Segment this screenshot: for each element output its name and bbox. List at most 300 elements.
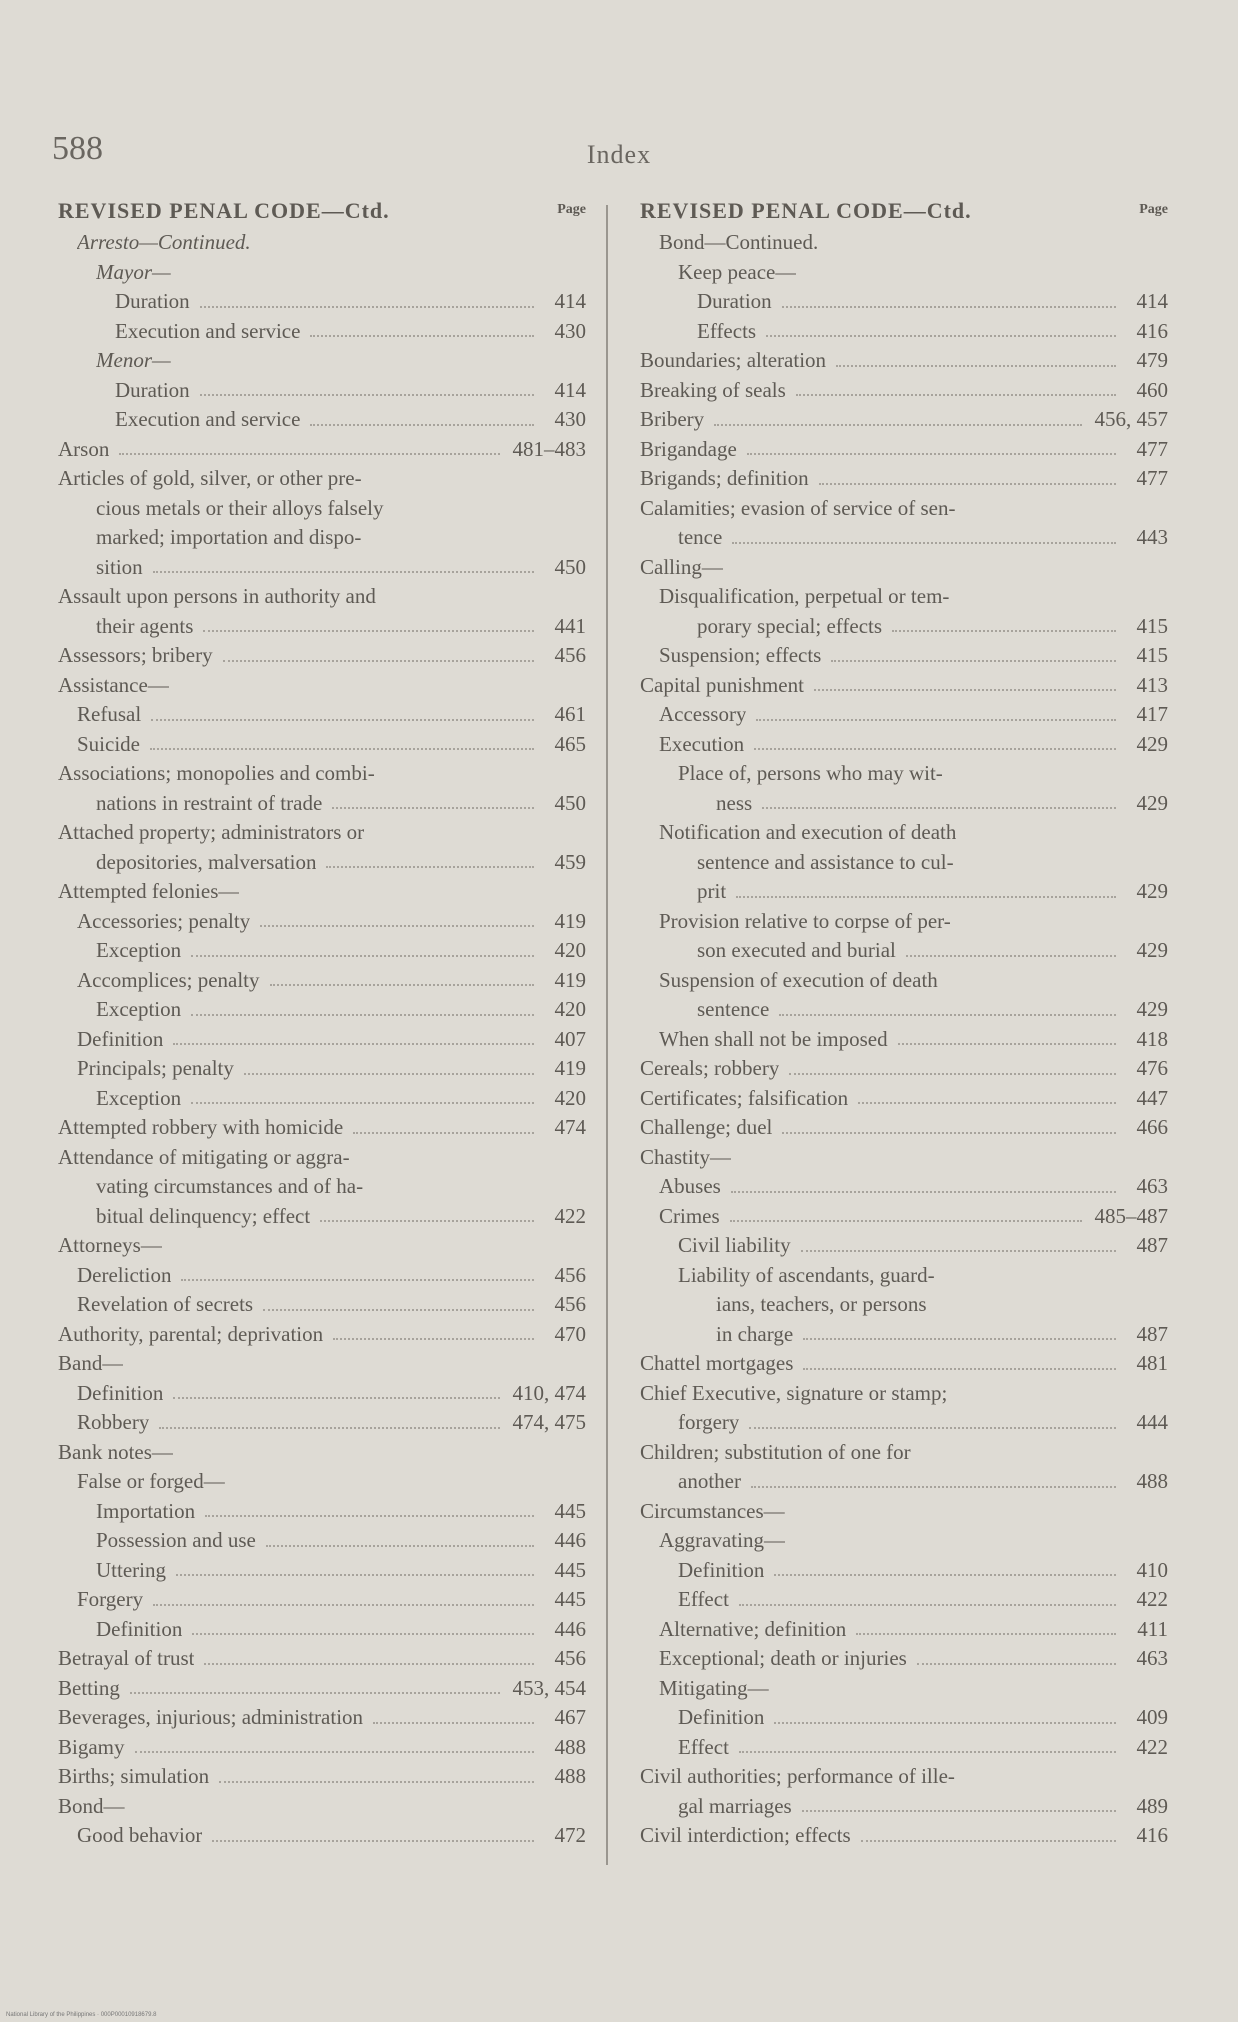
- entry-page-ref: 485–487: [1094, 1203, 1168, 1228]
- entry-page-ref: 416: [1136, 318, 1168, 343]
- entry-text: ness: [716, 790, 753, 815]
- entry-page-ref: 422: [1136, 1587, 1168, 1611]
- dot-leader: [836, 365, 1116, 367]
- index-entry: [640, 1408, 1168, 1438]
- entry-page-ref: 474: [554, 1115, 586, 1139]
- entry-text: Arson: [58, 436, 110, 461]
- index-entry: [58, 1585, 586, 1615]
- entry-page-ref: 407: [554, 1026, 586, 1051]
- entry-text: Breaking of seals: [640, 377, 786, 402]
- index-entry: [58, 966, 586, 996]
- dot-leader: [310, 335, 534, 337]
- dot-leader: [801, 1250, 1116, 1252]
- dot-leader: [153, 571, 534, 573]
- entry-page-ref: 418: [1136, 1026, 1168, 1051]
- index-entry: [58, 376, 586, 406]
- entry-text: Execution and service: [115, 318, 301, 343]
- index-entry: [640, 1821, 1168, 1851]
- entry-text: Good behavior: [77, 1823, 203, 1847]
- index-column-left: [58, 198, 586, 1851]
- dot-leader: [754, 748, 1116, 750]
- index-entry: [640, 671, 1168, 701]
- entry-text: Possession and use: [96, 1528, 256, 1552]
- entry-text: Bribery: [640, 407, 705, 431]
- index-entry: [58, 1497, 586, 1527]
- entry-text: Exception: [96, 997, 182, 1021]
- index-entry: [58, 228, 586, 258]
- entry-page-ref: 420: [554, 1085, 586, 1110]
- index-entry: [640, 759, 1168, 789]
- dot-leader: [266, 1545, 534, 1547]
- entry-text: ians, teachers, or persons: [716, 1292, 927, 1316]
- entry-page-ref: 417: [1136, 702, 1168, 726]
- dot-leader: [310, 424, 534, 426]
- entry-text: Associations; monopolies and combi-: [58, 761, 375, 785]
- index-entry: [58, 1792, 586, 1822]
- entry-text: Menor—: [96, 348, 171, 372]
- entry-text: Brigands; definition: [640, 466, 809, 490]
- entry-page-ref: 488: [554, 1734, 586, 1759]
- entry-text: tence: [678, 525, 723, 549]
- index-entry: [58, 936, 586, 966]
- index-entry: [640, 317, 1168, 347]
- dot-leader: [861, 1840, 1116, 1842]
- index-entry: [640, 612, 1168, 642]
- entry-text: Effect: [678, 1734, 729, 1759]
- entry-text: gal marriages: [678, 1793, 792, 1818]
- entry-text: Attempted felonies—: [58, 879, 240, 903]
- entry-text: Circumstances—: [640, 1498, 785, 1523]
- entry-page-ref: 487: [1136, 1233, 1168, 1257]
- index-entry: [58, 1290, 586, 1320]
- entry-text: Mitigating—: [659, 1675, 769, 1700]
- entry-page-ref: 411: [1137, 1616, 1168, 1641]
- dot-leader: [762, 807, 1116, 809]
- dot-leader: [320, 1220, 534, 1222]
- entry-page-ref: 479: [1136, 348, 1168, 372]
- page-column-label: Page: [557, 202, 586, 217]
- entry-text: Definition: [678, 1705, 765, 1729]
- entry-text: Duration: [115, 377, 190, 402]
- entry-text: Attendance of mitigating or aggra-: [58, 1144, 350, 1169]
- dot-leader: [263, 1309, 534, 1311]
- entry-text: sition: [96, 554, 143, 579]
- entry-page-ref: 459: [554, 849, 586, 874]
- entry-page-ref: 470: [554, 1321, 586, 1346]
- index-entry: [640, 228, 1168, 258]
- entry-text: Certificates; falsification: [640, 1085, 849, 1110]
- index-entry: [640, 1497, 1168, 1527]
- index-entry: [640, 848, 1168, 878]
- dot-leader: [332, 807, 534, 809]
- dot-leader: [353, 1132, 534, 1134]
- index-entry: [58, 789, 586, 819]
- entry-page-ref: 415: [1136, 643, 1168, 667]
- dot-leader: [151, 719, 534, 721]
- entry-text: Bond—Continued.: [659, 230, 819, 254]
- dot-leader: [782, 1132, 1116, 1134]
- entry-text: Articles of gold, silver, or other pre-: [58, 466, 362, 490]
- dot-leader: [782, 306, 1116, 308]
- index-entry: [58, 1054, 586, 1084]
- dot-leader: [192, 1633, 534, 1635]
- entry-text: Betting: [58, 1675, 120, 1700]
- entry-text: Execution: [659, 731, 745, 756]
- entry-page-ref: 441: [554, 613, 586, 638]
- dot-leader: [159, 1427, 500, 1429]
- entry-text: Accomplices; penalty: [77, 967, 260, 992]
- entry-page-ref: 487: [1136, 1321, 1168, 1346]
- entry-page-ref: 465: [554, 731, 586, 756]
- entry-text: Execution and service: [115, 407, 301, 431]
- entry-text: When shall not be imposed: [659, 1026, 888, 1051]
- index-entry: [640, 1674, 1168, 1704]
- entry-page-ref: 410: [1136, 1557, 1168, 1582]
- entry-text: Attempted robbery with homicide: [58, 1115, 344, 1139]
- entry-page-ref: 414: [1136, 289, 1168, 313]
- entry-text: forgery: [678, 1410, 740, 1434]
- entry-text: Revelation of secrets: [77, 1292, 254, 1316]
- dot-leader: [892, 630, 1116, 632]
- dot-leader: [203, 630, 534, 632]
- entry-text: Assistance—: [58, 672, 169, 697]
- entry-text: Suspension of execution of death: [659, 967, 938, 992]
- entry-page-ref: 414: [554, 289, 586, 313]
- dot-leader: [917, 1663, 1116, 1665]
- entry-page-ref: 422: [554, 1203, 586, 1228]
- entry-page-ref: 460: [1136, 377, 1168, 402]
- entry-page-ref: 444: [1136, 1410, 1168, 1434]
- entry-page-ref: 476: [1136, 1056, 1168, 1080]
- dot-leader: [204, 1663, 534, 1665]
- index-entry: [640, 1792, 1168, 1822]
- entry-page-ref: 420: [554, 997, 586, 1021]
- dot-leader: [333, 1338, 534, 1340]
- entry-text: Keep peace—: [678, 259, 797, 284]
- index-entry: [58, 1733, 586, 1763]
- index-entry: [640, 1025, 1168, 1055]
- dot-leader: [244, 1073, 534, 1075]
- dot-leader: [802, 1810, 1116, 1812]
- entry-text: False or forged—: [77, 1469, 225, 1493]
- index-entry: [58, 1202, 586, 1232]
- entry-text: Authority, parental; deprivation: [58, 1321, 324, 1346]
- index-entry: [58, 1025, 586, 1055]
- entry-text: Assault upon persons in authority and: [58, 584, 376, 608]
- index-entry: [58, 435, 586, 465]
- index-entry: [640, 907, 1168, 937]
- index-entry: [58, 553, 586, 583]
- entry-text: Bank notes—: [58, 1439, 173, 1464]
- entry-text: nations in restraint of trade: [96, 790, 323, 815]
- entry-page-ref: 410, 474: [512, 1380, 586, 1405]
- entry-page-ref: 430: [554, 407, 586, 431]
- entry-page-ref: 463: [1136, 1646, 1168, 1670]
- entry-text: Accessory: [659, 702, 747, 726]
- index-entry: [58, 700, 586, 730]
- index-entry: [58, 1408, 586, 1438]
- entry-page-ref: 474, 475: [512, 1410, 586, 1434]
- index-entry: [58, 1762, 586, 1792]
- dot-leader: [181, 1279, 534, 1281]
- index-entry: [58, 907, 586, 937]
- index-entry: [640, 1733, 1168, 1763]
- index-entry: [58, 1438, 586, 1468]
- entry-text: Duration: [115, 289, 190, 313]
- dot-leader: [749, 1427, 1116, 1429]
- entry-text: Brigandage: [640, 436, 737, 461]
- index-entry: [640, 1349, 1168, 1379]
- dot-leader: [205, 1515, 534, 1517]
- entry-text: Children; substitution of one for: [640, 1439, 911, 1464]
- entry-page-ref: 472: [554, 1823, 586, 1847]
- entry-text: Chastity—: [640, 1144, 732, 1169]
- entry-page-ref: 419: [554, 1056, 586, 1080]
- index-entry: [58, 1113, 586, 1143]
- entry-text: another: [678, 1469, 741, 1493]
- entry-text: Challenge; duel: [640, 1115, 773, 1139]
- entry-page-ref: 463: [1136, 1174, 1168, 1198]
- entry-text: Betrayal of trust: [58, 1646, 195, 1670]
- entry-page-ref: 446: [554, 1616, 586, 1641]
- entry-text: Chief Executive, signature or stamp;: [640, 1380, 948, 1405]
- dot-leader: [819, 483, 1116, 485]
- entry-text: Assessors; bribery: [58, 643, 213, 667]
- entry-page-ref: 447: [1136, 1085, 1168, 1110]
- entry-page-ref: 481–483: [512, 436, 586, 461]
- index-entry: [640, 435, 1168, 465]
- column-divider: [606, 205, 608, 1865]
- index-entry: [58, 730, 586, 760]
- index-entry: [58, 582, 586, 612]
- dot-leader: [730, 1220, 1082, 1222]
- entry-page-ref: 445: [554, 1498, 586, 1523]
- entry-text: Civil liability: [678, 1233, 791, 1257]
- dot-leader: [373, 1722, 534, 1724]
- entry-text: sentence: [697, 997, 770, 1021]
- index-entry: [58, 1615, 586, 1645]
- entry-text: depositories, malversation: [96, 849, 317, 874]
- index-entry: [640, 523, 1168, 553]
- entry-text: Band—: [58, 1351, 124, 1375]
- entry-text: Uttering: [96, 1557, 166, 1582]
- entry-text: prit: [697, 879, 727, 903]
- index-entry: [640, 1113, 1168, 1143]
- index-entry: [640, 1615, 1168, 1645]
- index-entry: [640, 1290, 1168, 1320]
- index-entry: [640, 1172, 1168, 1202]
- dot-leader: [779, 1014, 1116, 1016]
- entry-text: Boundaries; alteration: [640, 348, 827, 372]
- dot-leader: [191, 1014, 534, 1016]
- entry-text: Principals; penalty: [77, 1056, 234, 1080]
- index-entry: [58, 494, 586, 524]
- dot-leader: [774, 1574, 1116, 1576]
- dot-leader: [260, 925, 534, 927]
- dot-leader: [173, 1397, 500, 1399]
- entry-text: sentence and assistance to cul-: [697, 849, 954, 874]
- entry-page-ref: 429: [1136, 879, 1168, 903]
- index-entry: [58, 1644, 586, 1674]
- index-entry: [640, 376, 1168, 406]
- index-column-right: [640, 198, 1168, 1851]
- entry-text: Capital punishment: [640, 672, 804, 697]
- index-entry: [640, 1231, 1168, 1261]
- index-entry: [640, 258, 1168, 288]
- dot-leader: [739, 1604, 1116, 1606]
- entry-text: Crimes: [659, 1203, 720, 1228]
- entry-text: Dereliction: [77, 1262, 172, 1287]
- entry-page-ref: 443: [1136, 525, 1168, 549]
- dot-leader: [751, 1486, 1116, 1488]
- dot-leader: [774, 1722, 1116, 1724]
- dot-leader: [212, 1840, 534, 1842]
- entry-page-ref: 456, 457: [1094, 407, 1168, 431]
- entry-text: Arresto—Continued.: [77, 230, 251, 254]
- entry-page-ref: 416: [1136, 1823, 1168, 1847]
- entry-page-ref: 456: [554, 1292, 586, 1316]
- index-entry: [640, 1644, 1168, 1674]
- index-entry: [640, 1467, 1168, 1497]
- dot-leader: [176, 1574, 534, 1576]
- entry-text: Duration: [697, 289, 772, 313]
- index-entry: [58, 995, 586, 1025]
- entry-page-ref: 489: [1136, 1793, 1168, 1818]
- dot-leader: [219, 1781, 534, 1783]
- index-entry: [58, 1674, 586, 1704]
- index-entry: [640, 641, 1168, 671]
- entry-text: Exception: [96, 938, 182, 962]
- entry-page-ref: 415: [1136, 613, 1168, 638]
- entry-page-ref: 461: [554, 702, 586, 726]
- dot-leader: [223, 660, 534, 662]
- index-entry: [58, 877, 586, 907]
- index-entry: [640, 1084, 1168, 1114]
- index-entry: [58, 317, 586, 347]
- index-entry: [640, 1202, 1168, 1232]
- entry-text: Civil interdiction; effects: [640, 1823, 851, 1847]
- entry-text: Aggravating—: [659, 1528, 785, 1552]
- column-header: [58, 198, 586, 228]
- dot-leader: [150, 748, 534, 750]
- entry-page-ref: 456: [554, 643, 586, 667]
- dot-leader: [766, 335, 1116, 337]
- entry-text: Calamities; evasion of service of sen-: [640, 495, 956, 520]
- entry-page-ref: 430: [554, 318, 586, 343]
- entry-page-ref: 445: [554, 1557, 586, 1582]
- index-entry: [640, 582, 1168, 612]
- dot-leader: [200, 394, 534, 396]
- index-entry: [640, 995, 1168, 1025]
- index-entries: [640, 228, 1168, 1851]
- index-entry: [640, 1526, 1168, 1556]
- entry-page-ref: 414: [554, 377, 586, 402]
- index-entry: [640, 966, 1168, 996]
- dot-leader: [173, 1043, 534, 1045]
- column-title: REVISED PENAL CODE—Ctd.: [58, 198, 390, 223]
- dot-leader: [814, 689, 1116, 691]
- entry-page-ref: 450: [554, 790, 586, 815]
- dot-leader: [191, 955, 534, 957]
- index-entry: [58, 1231, 586, 1261]
- entry-text: Suicide: [77, 731, 140, 756]
- entry-text: Chattel mortgages: [640, 1351, 794, 1375]
- entry-text: bitual delinquency; effect: [96, 1203, 311, 1228]
- index-entry: [58, 464, 586, 494]
- entry-text: Mayor—: [96, 259, 171, 284]
- dot-leader: [796, 394, 1116, 396]
- index-entry: [640, 1703, 1168, 1733]
- column-title: REVISED PENAL CODE—Ctd.: [640, 198, 972, 223]
- index-entry: [58, 1084, 586, 1114]
- entry-page-ref: 445: [554, 1587, 586, 1611]
- entry-text: vating circumstances and of ha-: [96, 1174, 364, 1198]
- index-entry: [58, 759, 586, 789]
- index-entry: [640, 1556, 1168, 1586]
- entry-page-ref: 429: [1136, 938, 1168, 962]
- page-column-label: Page: [1139, 202, 1168, 217]
- index-entry: [640, 1762, 1168, 1792]
- entry-text: Exceptional; death or injuries: [659, 1646, 907, 1670]
- entry-text: Definition: [678, 1557, 765, 1582]
- dot-leader: [906, 955, 1116, 957]
- entry-page-ref: 450: [554, 554, 586, 579]
- entry-text: Definition: [77, 1380, 164, 1405]
- entry-page-ref: 453, 454: [512, 1675, 586, 1700]
- entry-text: Disqualification, perpetual or tem-: [659, 584, 950, 608]
- index-entry: [640, 553, 1168, 583]
- index-entry: [58, 1172, 586, 1202]
- entry-page-ref: 409: [1136, 1705, 1168, 1729]
- entry-text: Calling—: [640, 554, 723, 579]
- entry-text: Notification and execution of death: [659, 820, 957, 844]
- index-entry: [640, 1585, 1168, 1615]
- dot-leader: [803, 1338, 1116, 1340]
- entry-text: Liability of ascendants, guard-: [678, 1262, 935, 1287]
- entry-page-ref: 488: [554, 1764, 586, 1788]
- entry-text: Abuses: [659, 1174, 721, 1198]
- entry-text: Suspension; effects: [659, 643, 822, 667]
- index-entry: [640, 1438, 1168, 1468]
- entry-text: marked; importation and dispo-: [96, 525, 362, 549]
- entry-text: Place of, persons who may wit-: [678, 761, 943, 785]
- index-entry: [640, 346, 1168, 376]
- scan-footer: National Library of the Philippines · 000P00010918679.8: [6, 2012, 157, 2018]
- entry-text: Robbery: [77, 1410, 150, 1434]
- entry-page-ref: 456: [554, 1646, 586, 1670]
- index-entry: [640, 818, 1168, 848]
- index-entry: [58, 1703, 586, 1733]
- entry-page-ref: 420: [554, 938, 586, 962]
- index-entry: [640, 1143, 1168, 1173]
- index-entry: [640, 1320, 1168, 1350]
- entry-page-ref: 429: [1136, 790, 1168, 815]
- entry-page-ref: 488: [1136, 1469, 1168, 1493]
- index-entry: [640, 405, 1168, 435]
- entry-text: Effects: [697, 318, 757, 343]
- index-entry: [58, 346, 586, 376]
- index-entry: [58, 1349, 586, 1379]
- index-entry: [58, 405, 586, 435]
- dot-leader: [739, 1751, 1116, 1753]
- index-entry: [640, 1261, 1168, 1291]
- dot-leader: [831, 660, 1116, 662]
- entry-page-ref: 477: [1136, 436, 1168, 461]
- dot-leader: [858, 1102, 1116, 1104]
- dot-leader: [736, 896, 1116, 898]
- entry-text: their agents: [96, 613, 194, 638]
- entry-text: Effect: [678, 1587, 729, 1611]
